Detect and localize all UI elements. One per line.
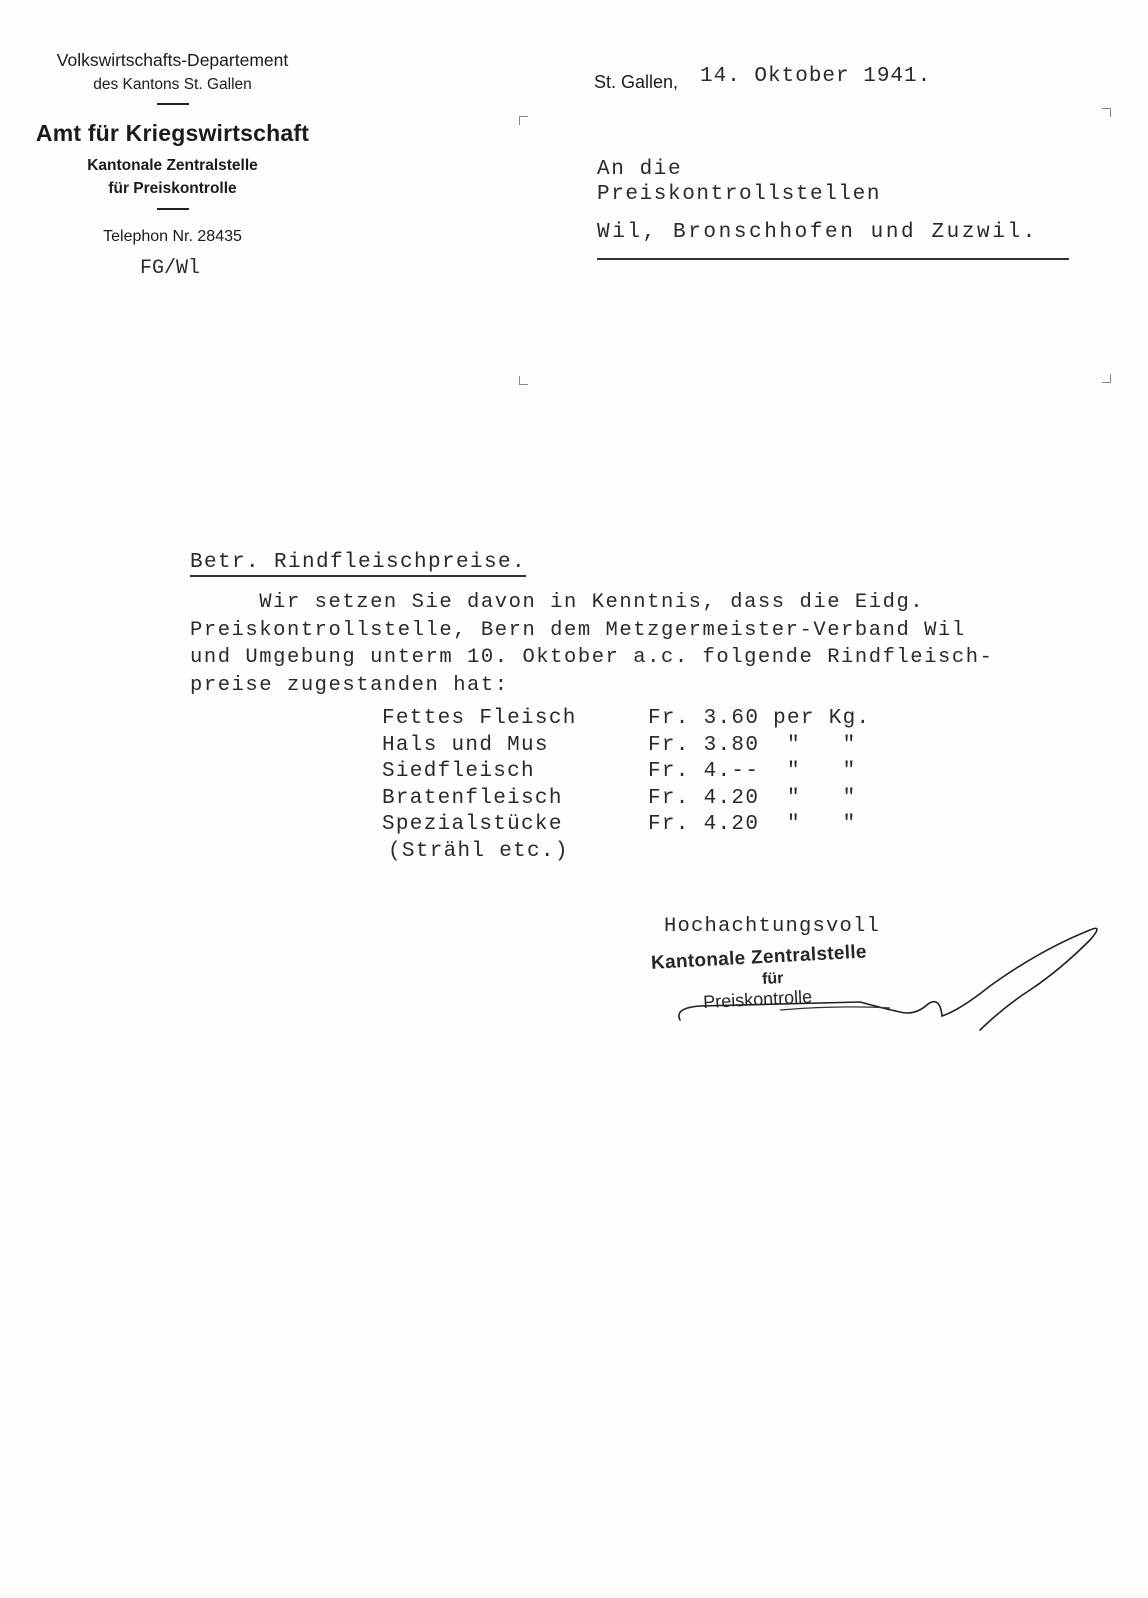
price-item: Bratenfleisch [382, 786, 563, 810]
place-label: St. Gallen, [594, 72, 679, 92]
window-corner-mark [519, 116, 528, 125]
subunit-line2: für Preiskontrolle [108, 180, 237, 197]
price-value: Fr. 3.80 " " [648, 733, 857, 757]
stamp-line3: Preiskontrolle [702, 986, 813, 1013]
window-corner-mark [1102, 108, 1111, 117]
body-paragraph [190, 589, 1070, 699]
closing-salutation: Hochachtungsvoll [664, 915, 881, 938]
letterhead-divider [157, 103, 189, 105]
price-row [382, 786, 857, 814]
price-value: Fr. 4.20 " " [648, 786, 857, 810]
price-list [382, 707, 871, 866]
department-canton: des Kantons St. Gallen [93, 76, 252, 93]
price-note: (Strähl etc.) [388, 839, 569, 863]
recipient-underline [597, 258, 1069, 260]
window-corner-mark [519, 376, 528, 385]
price-item: Hals und Mus [382, 733, 549, 757]
recipient-line1: An die [597, 158, 683, 181]
recipient-line2: Preiskontrollstellen [597, 183, 882, 206]
window-corner-mark [1102, 374, 1111, 383]
price-item: Fettes Fleisch [382, 707, 577, 730]
body-line: preise zugestanden hat: [190, 673, 509, 697]
subunit-line1: Kantonale Zentralstelle [87, 157, 258, 174]
price-row [382, 707, 871, 734]
price-item: Spezialstücke [382, 813, 563, 836]
stamp-line1: Kantonale Zentralstelle [650, 941, 868, 974]
department-name: Volkswirtschafts-Departement [56, 50, 289, 70]
subject-line: Betr. Rindfleischpreise. [190, 551, 526, 577]
price-value: Fr. 3.60 per Kg. [648, 707, 871, 730]
price-item: Siedfleisch [382, 760, 535, 783]
price-row [382, 813, 857, 840]
reference-code: FG/Wl [140, 257, 201, 280]
letterhead-divider [157, 208, 189, 210]
body-line: und Umgebung unterm 10. Oktober a.c. folgende Rindfleisch- [190, 646, 994, 669]
body-line: Preiskontrollstelle, Bern dem Metzgermeister-Verband Wil [190, 618, 966, 642]
letter-date: 14. Oktober 1941. [700, 65, 932, 88]
recipient-line3: Wil, Bronschhofen und Zuzwil. [597, 221, 1038, 244]
price-value: Fr. 4.20 " " [648, 813, 857, 836]
body-line: Wir setzen Sie davon in Kenntnis, dass die Eidg. [190, 591, 925, 614]
price-row [382, 733, 857, 761]
price-row [382, 760, 857, 787]
office-name: Amt für Kriegswirtschaft [35, 120, 310, 146]
handwritten-signature [660, 920, 1110, 1040]
price-note-row [382, 839, 569, 867]
telephone-number: Telephon Nr. 28435 [103, 228, 242, 245]
price-value: Fr. 4.-- " " [648, 760, 857, 783]
stamp-line2: für [761, 969, 784, 989]
